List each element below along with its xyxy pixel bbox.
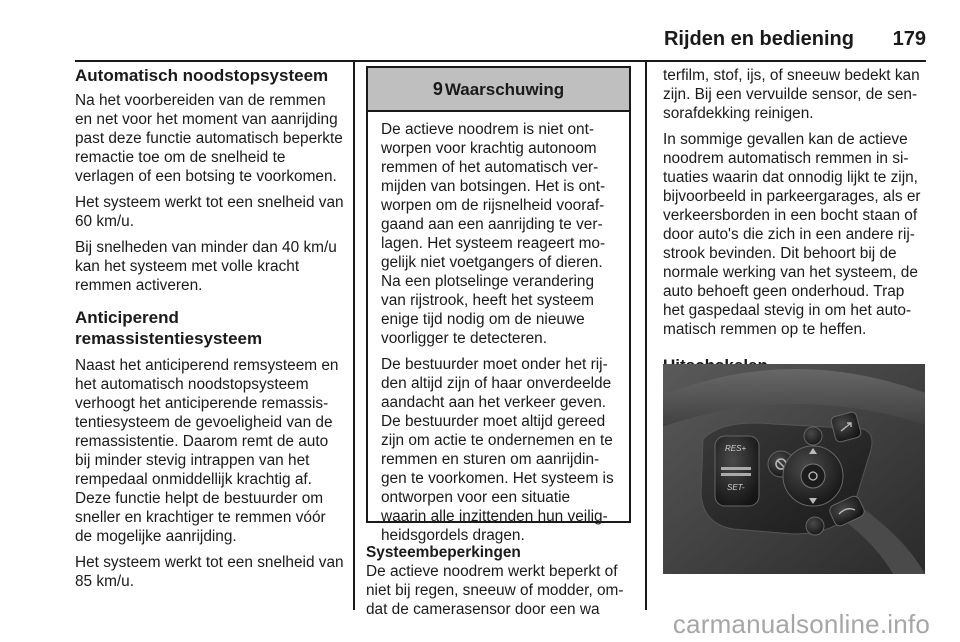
- res-plus-label: RES+: [725, 444, 747, 453]
- watermark: carmanualsonline.info: [672, 609, 930, 639]
- middle-column: [366, 66, 631, 619]
- warning-triangle-icon: 9: [432, 78, 443, 99]
- paragraph: Na het voorbereiden van de remmen en net voor het moment van aanrijding past deze functie automatisch beperkte remactie toe om de snelheid te verlagen of een botsing te voorkomen.: [75, 92, 343, 185]
- heading-emergency-stop: Automatisch noodstopsysteem: [75, 66, 329, 85]
- page-number: 179: [892, 28, 926, 50]
- cruise-rocker-button: [715, 436, 759, 506]
- heading-brake-assist: Anticiperend remassistentiesysteem: [75, 308, 263, 348]
- column-divider-1: [353, 62, 355, 610]
- paragraph: Het systeem werkt tot een snelheid van 85 km/u.: [75, 554, 344, 590]
- paragraph: Naast het anticiperend remsysteem en het automatisch noodstopsysteem verhoogt het anticiperende remassistentiesysteem de gevoeligheid van de remassistentie. Daarom remt de auto bij minder stevig intrappen van het rempedaal onmiddellijk krachtig af. Deze functie helpt de bestuurder om sneller en krachtiger te remmen vóór de mogelijke aanrijding.: [75, 357, 339, 545]
- steering-wheel-controls-photo: [663, 364, 925, 574]
- right-column: [663, 66, 925, 376]
- section-title: Rijden en bediening: [663, 28, 854, 50]
- page-header: [75, 28, 926, 62]
- paragraph: In sommige gevallen kan de actieve noodrem automatisch remmen in situaties waarin dat onnodig lijkt te zijn, bijvoorbeeld in parkeergarages, als er verkeersborden in een bocht staan of door auto's die zich in een andere rijstrook bevinden. Dit behoort bij de normale werking van het systeem, de auto behoeft geen onderhoud. Trap het gaspedaal stevig in om het automatisch remmen op te heffen.: [663, 131, 921, 338]
- warning-title: Waarschuwing: [444, 79, 565, 99]
- warning-header: [368, 68, 629, 112]
- warning-body: [368, 112, 629, 545]
- heading-system-limits: Systeembeperkingen: [366, 544, 521, 561]
- warning-box: [366, 66, 631, 544]
- paragraph: De actieve noodrem werkt beperkt of niet bij regen, sneeuw of modder, omdat de camerasensor door een wa: [366, 563, 624, 618]
- paragraph: Bij snelheden van minder dan 40 km/u kan het systeem met volle kracht remmen activeren.: [75, 239, 337, 294]
- set-minus-label: SET-: [727, 483, 745, 492]
- header-rule: [75, 60, 926, 62]
- warning-paragraph: De actieve noodrem is niet ontworpen voor krachtig autonoom remmen of het automatisch vermijden van botsingen. Het is ontworpen om de rijsnelheid voorafgaand aan een aanrijding te verlagen. Het systeem reageert mogelijk niet voetgangers of dieren. Na een plotselinge verandering van rijstrook, heeft het systeem enige tijd nodig om de nieuwe voorligger te detecteren.: [381, 121, 606, 347]
- left-column: [75, 66, 345, 591]
- paragraph: terfilm, stof, ijs, of sneeuw bedekt kan zijn. Bij een vervuilde sensor, de sensorafdekking reinigen.: [663, 67, 920, 122]
- column-divider-2: [645, 62, 647, 610]
- paragraph: Het systeem werkt tot een snelheid van 60 km/u.: [75, 194, 344, 230]
- warning-paragraph: De bestuurder moet onder het rijden altijd zijn of haar onverdeelde aandacht aan het verkeer geven. De bestuurder moet altijd gereed zijn om actie te ondernemen en te remmen en sturen om aanrijdingen te voorkomen. Het systeem is ontworpen voor een situatie waarin alle inzittenden hun veiligheidsgordels dragen.: [381, 356, 614, 544]
